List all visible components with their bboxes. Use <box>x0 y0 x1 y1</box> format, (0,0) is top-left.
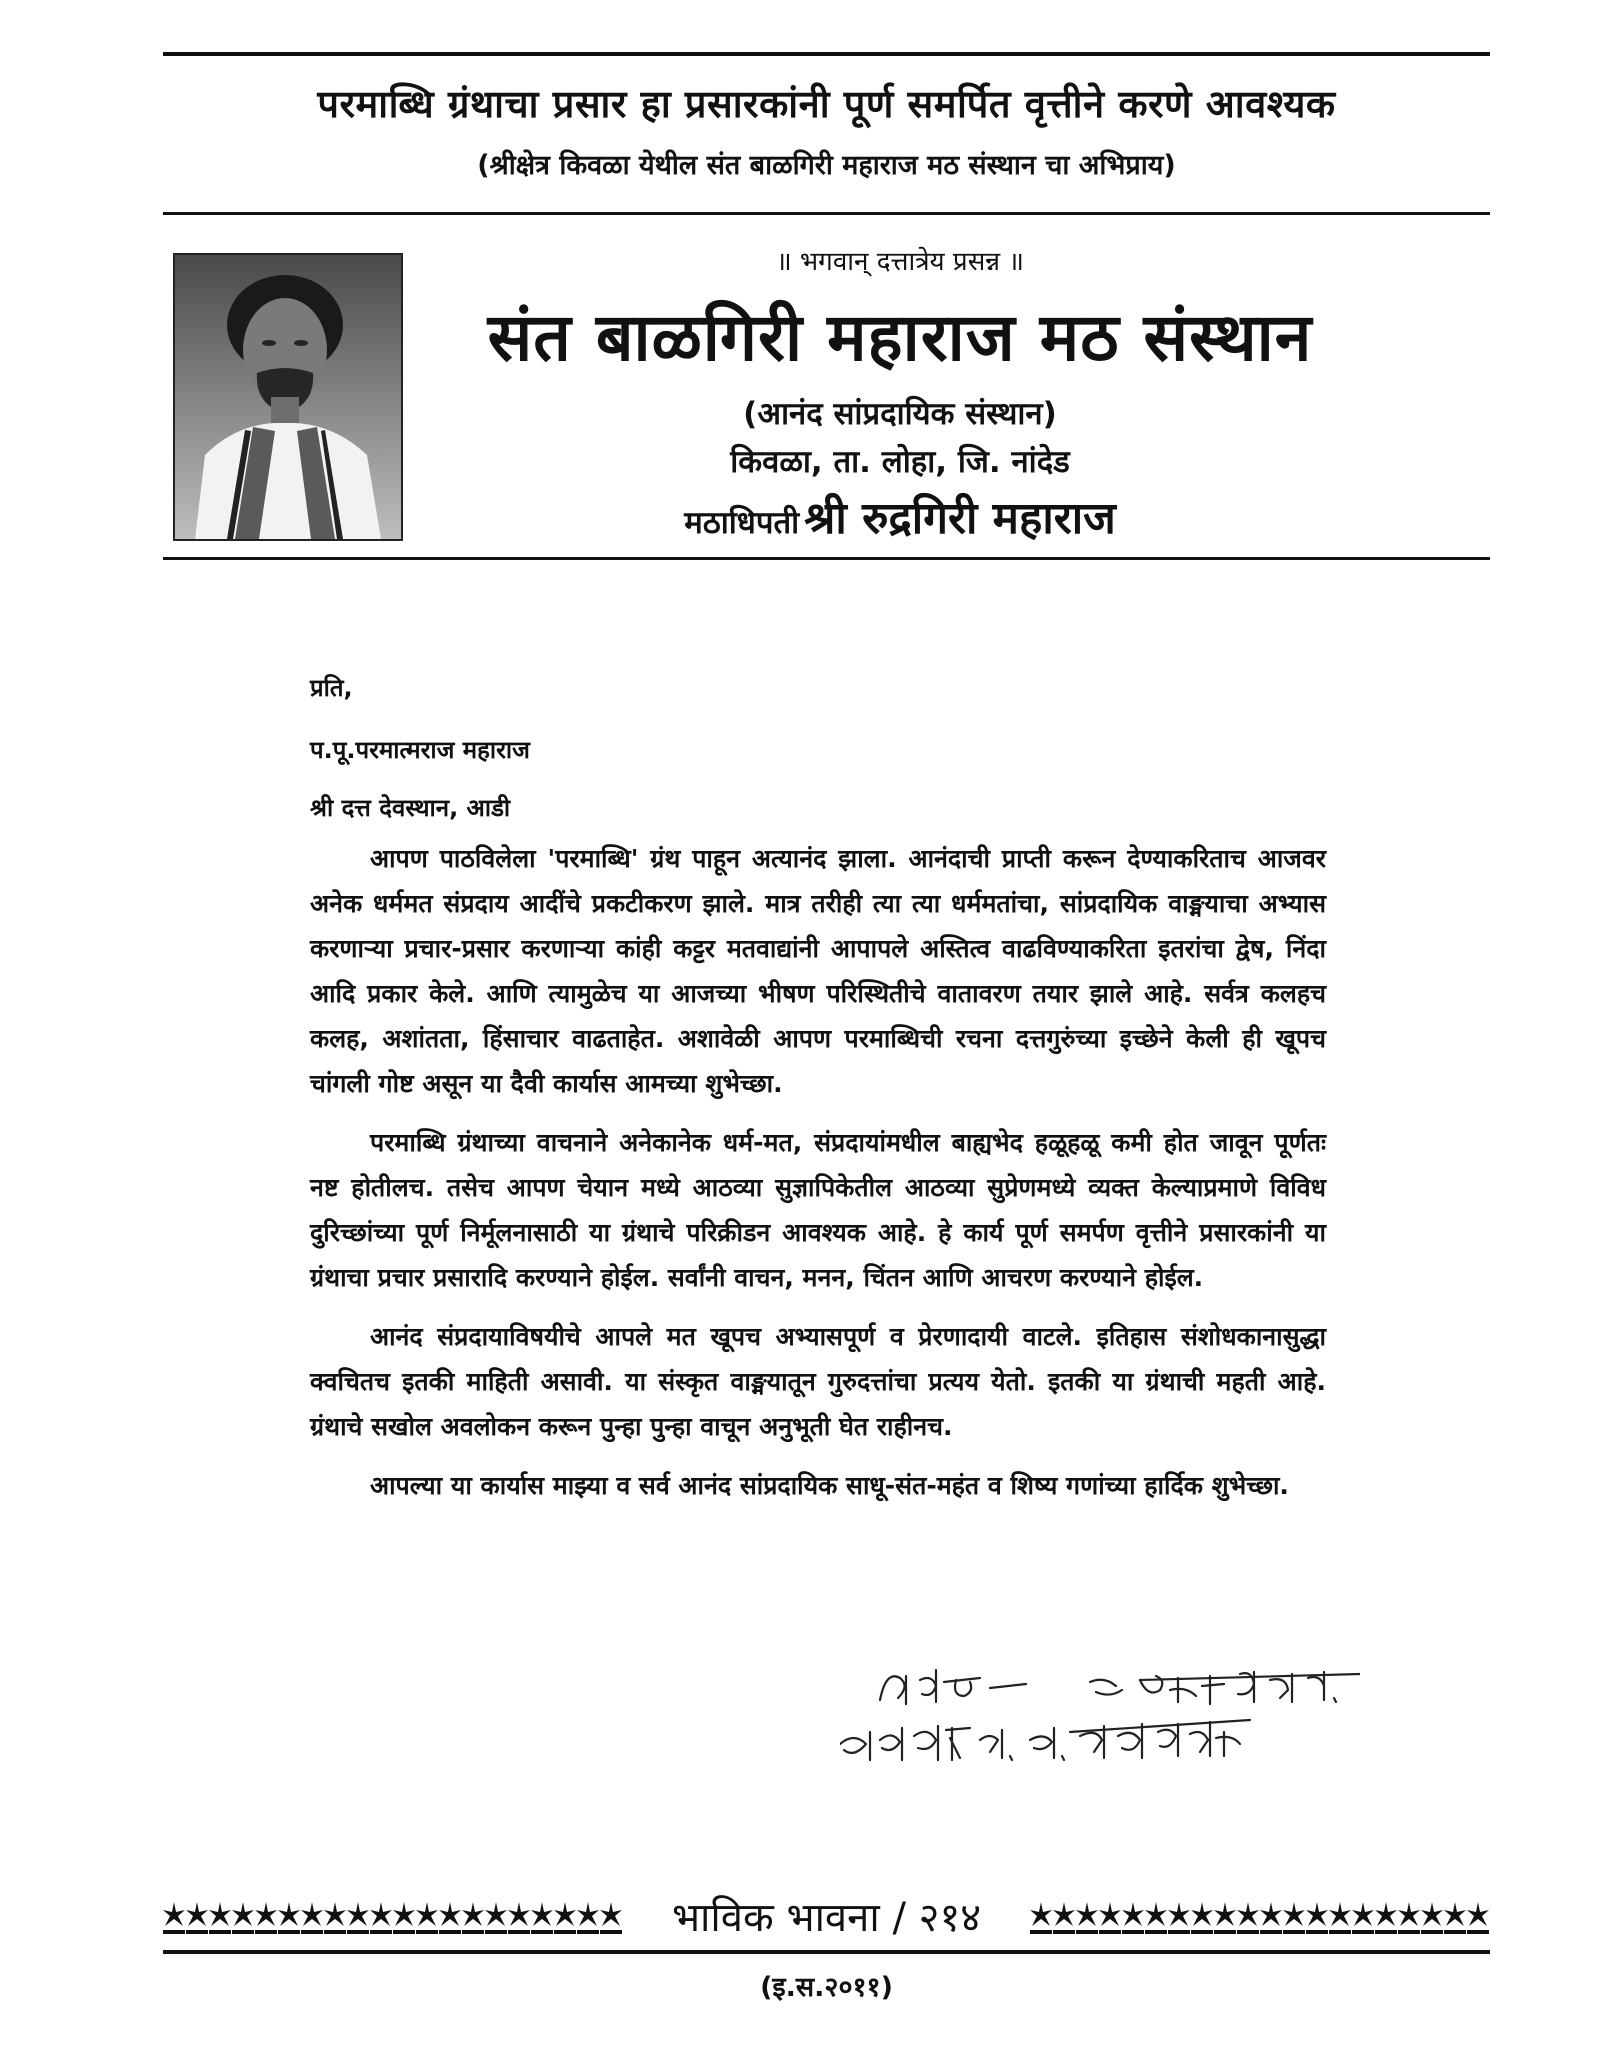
letterhead-divider <box>163 557 1490 560</box>
letter-body <box>310 668 1326 1522</box>
handwritten-signature <box>840 1640 1360 1770</box>
letter-paragraph: आनंद संप्रदायाविषयीचे आपले मत खूपच अभ्यासपूर्ण व प्रेरणादायी वाटले. इतिहास संशोधकानासुद्धा क्वचितच इतकी माहिती असावी. या संस्कृत वाङ्मयातून गुरुदत्तांचा प्रत्यय येतो. इतकी या ग्रंथाची महती आहे. ग्रंथाचे सखोल अवलोकन करून पुन्हा पुन्हा वाचून अनुभूती घेत राहीनच. <box>310 1322 1326 1441</box>
letter-paragraph: आपल्या या कार्यास माझ्या व सर्व आनंद सांप्रदायिक साधू-संत-महंत व शिष्य गणांच्या हार्दिक शुभेच्छा. <box>370 1471 1289 1500</box>
organization-subtitle: (आनंद सांप्रदायिक संस्थान) <box>743 396 1057 432</box>
recipient-name: प.पू.परमात्मराज महाराज <box>310 736 530 764</box>
letter-paragraph: आपण पाठविलेला 'परमाब्धि' ग्रंथ पाहून अत्यानंद झाला. आनंदाची प्राप्ती करून देण्याकरिताच आजवर अनेक धर्ममत संप्रदाय आदींचे प्रकटीकरण झाले. मात्र तरीही त्या त्या धर्ममतांचा, सांप्रदायिक वाङ्मयाचा अभ्यास करणाऱ्या प्रचार-प्रसार करणाऱ्या कांही कट्टर मतवाद्यांनी आपापले अस्तित्व वाढविण्याकरिता इतरांचा द्वेष, निंदा आदि प्रकार केले. आणि त्यामुळेच या आजच्या भीषण परिस्थितीचे वातावरण तयार झाले आहे. सर्वत्र कलहच कलह, अशांतता, हिंसाचार वाढताहेत. अशावेळी आपण परमाब्धिची रचना दत्तगुरुंच्या इच्छेने केली ही खूपच चांगली गोष्ट असून या दैवी कार्यास आमच्या शुभेच्छा. <box>310 844 1326 1098</box>
head-name: श्री रुद्रगिरी महाराज <box>804 493 1116 544</box>
article-subheadline: (श्रीक्षेत्र किवळा येथील संत बाळगिरी महाराज मठ संस्थान चा अभिप्राय) <box>477 150 1176 181</box>
ornament-border-left <box>163 1898 623 1938</box>
organization-name: संत बाळगिरी महाराज मठ संस्थान <box>487 299 1313 376</box>
invocation-line: ॥ भगवान् दत्तात्रेय प्रसन्न ॥ <box>776 247 1024 277</box>
top-rule <box>163 52 1490 56</box>
footer-title: भाविक भावना / २१४ <box>671 1895 982 1941</box>
portrait-photo <box>173 253 403 541</box>
footer-banner <box>163 1890 1490 1946</box>
organization-head <box>500 492 1300 555</box>
head-title-prefix: मठाधिपती <box>684 505 800 541</box>
salutation: प्रति, <box>310 674 353 702</box>
ornament-border-right <box>1030 1898 1490 1938</box>
organization-address: किवळा, ता. लोहा, जि. नांदेड <box>730 444 1070 480</box>
footer-year: (इ.स.२०११) <box>760 1972 893 2003</box>
letter-paragraph: परमाब्धि ग्रंथाच्या वाचनाने अनेकानेक धर्म-मत, संप्रदायांमधील बाह्यभेद हळूहळू कमी होत जावून पूर्णतः नष्ट होतीलच. तसेच आपण चेयान मध्ये आठव्या सुज्ञापिकेतील आठव्या सुप्रेणमध्ये व्यक्त केल्याप्रमाणे विविध दुरिच्छांच्या पूर्ण निर्मूलनासाठी या ग्रंथाचे परिक्रीडन आवश्यक आहे. हे कार्य पूर्ण समर्पण वृत्तीने प्रसारकांनी या ग्रंथाचा प्रचार प्रसारादि करण्याने होईल. सर्वांनी वाचन, मनन, चिंतन आणि आचरण करण्याने होईल. <box>310 1128 1326 1292</box>
footer-rule <box>163 1950 1490 1954</box>
article-headline: परमाब्धि ग्रंथाचा प्रसार हा प्रसारकांनी पूर्ण समर्पित वृत्तीने करणे आवश्यक <box>317 82 1336 126</box>
recipient-place: श्री दत्त देवस्थान, आडी <box>310 794 511 822</box>
header-divider <box>163 212 1490 215</box>
